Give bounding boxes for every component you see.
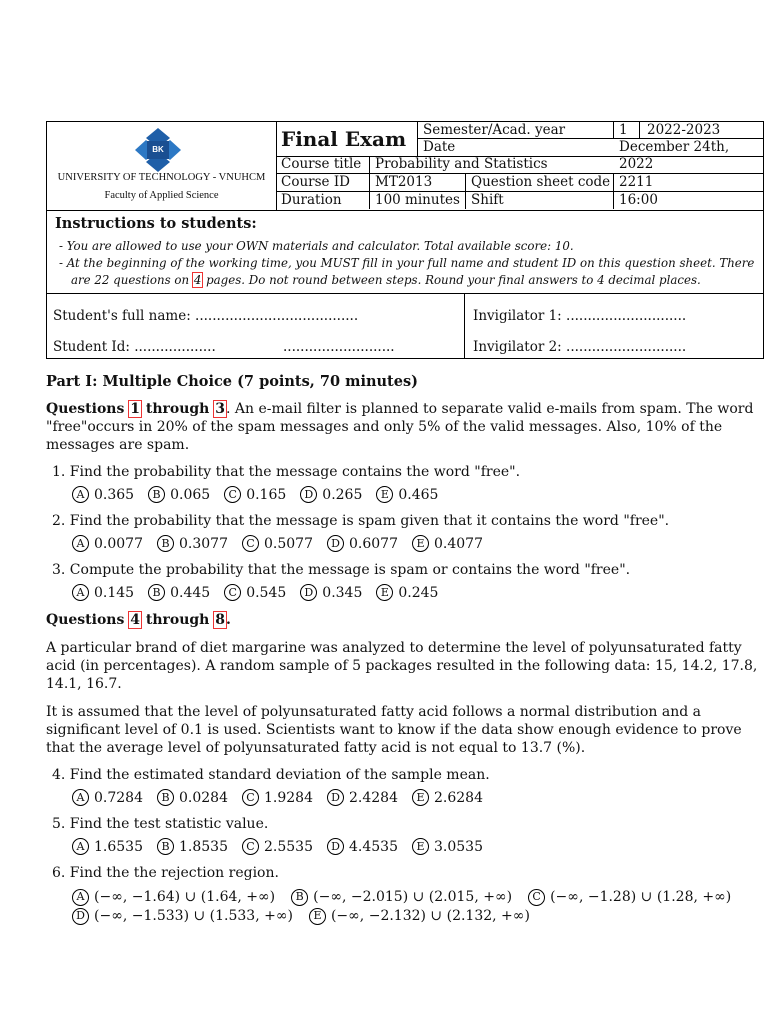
question-group-2-context: A particular brand of diet margarine was analyzed to determine the level of polyunsaturated fatty acid (in percentages). A random sample of 5 packages resulted in the following data: 15, 14.2, 17.8, 14.1, 16.7. xyxy=(46,640,758,692)
answer-options xyxy=(72,838,764,855)
option-value: 0.145 xyxy=(94,584,135,601)
answer-option-e[interactable] xyxy=(412,789,483,806)
answer-option-d[interactable] xyxy=(300,486,362,503)
option-value: (−∞, −1.28) ∪ (1.28, +∞) xyxy=(550,889,732,905)
question-item xyxy=(46,513,764,552)
university-name: UNIVERSITY OF TECHNOLOGY - VNUHCM xyxy=(57,172,266,183)
course-title-label: Course title xyxy=(281,156,362,172)
option-value: 2.6284 xyxy=(434,789,483,806)
option-bubble-icon[interactable]: B xyxy=(291,889,308,906)
option-bubble-icon[interactable]: E xyxy=(376,584,393,601)
semester-value: 1 xyxy=(619,122,628,138)
option-value: 0.465 xyxy=(398,486,439,503)
option-bubble-icon[interactable]: A xyxy=(72,535,89,552)
signature-area xyxy=(47,294,763,358)
option-bubble-icon[interactable]: A xyxy=(72,486,89,503)
answer-option-e[interactable] xyxy=(309,907,530,925)
instruction-item: - At the beginning of the working time, you MUST fill in your full name and student ID on this question sheet. There are 22 questions on 4 pages. Do not round between steps. Round your final answers to 4 decimal places. xyxy=(55,255,757,289)
answer-option-a[interactable] xyxy=(72,584,134,601)
option-value: 1.9284 xyxy=(264,789,313,806)
option-bubble-icon[interactable]: D xyxy=(300,584,317,601)
duration-label: Duration xyxy=(281,192,342,208)
instruction-item: - You are allowed to use your OWN materials and calculator. Total available score: 10. xyxy=(55,238,757,255)
date-label: Date xyxy=(423,139,456,155)
question-stem: 3. Compute the probability that the message is spam or contains the word "free". xyxy=(52,562,631,578)
answer-option-e[interactable] xyxy=(376,486,438,503)
option-value: 0.445 xyxy=(170,584,211,601)
answer-option-e[interactable] xyxy=(412,838,483,855)
option-bubble-icon[interactable]: D xyxy=(327,838,344,855)
university-cell xyxy=(47,122,277,210)
question-stem: 1. Find the probability that the message contains the word "free". xyxy=(52,464,521,480)
question-stem: 5. Find the test statistic value. xyxy=(52,816,269,832)
option-value: 2.4284 xyxy=(349,789,398,806)
question-stem: 6. Find the the rejection region. xyxy=(52,865,279,881)
option-bubble-icon[interactable]: D xyxy=(72,908,89,925)
answer-option-c[interactable] xyxy=(242,789,313,806)
question-item xyxy=(46,816,764,855)
option-bubble-icon[interactable]: C xyxy=(224,584,241,601)
option-bubble-icon[interactable]: D xyxy=(327,535,344,552)
sheet-code-label: Question sheet code xyxy=(471,174,611,190)
option-bubble-icon[interactable]: E xyxy=(376,486,393,503)
option-value: (−∞, −2.132) ∪ (2.132, +∞) xyxy=(330,908,530,924)
question-stem: 4. Find the estimated standard deviation of the sample mean. xyxy=(52,767,490,783)
option-bubble-icon[interactable]: C xyxy=(242,789,259,806)
student-id-field-cont[interactable]: .......................... xyxy=(283,339,395,355)
shift-label: Shift xyxy=(471,192,504,208)
answer-option-e[interactable] xyxy=(412,535,483,552)
option-bubble-icon[interactable]: C xyxy=(242,838,259,855)
option-value: 3.0535 xyxy=(434,838,483,855)
answer-option-e[interactable] xyxy=(376,584,438,601)
question-group-1: Questions 1 through 3. An e-mail filter is planned to separate valid e-mails from spam. The word "free"occurs in 20% of the spam messages and only 5% of the valid messages. Also, 10% of the messages are spam. xyxy=(46,401,754,453)
invigilator-2-field[interactable]: Invigilator 2: ............................ xyxy=(473,339,687,355)
question-group-2-hypothesis: It is assumed that the level of polyunsaturated fatty acid follows a normal distribution and a significant level of 0.1 is used. Scientists want to know if the data show enough evidence to prove that the average level of polyunsaturated fatty acid is not equal to 13.7 (%). xyxy=(46,704,742,756)
answer-option-c[interactable] xyxy=(528,888,731,906)
option-value: 0.4077 xyxy=(434,535,483,552)
answer-option-b[interactable] xyxy=(148,486,210,503)
question-item xyxy=(46,865,764,925)
answer-option-d[interactable] xyxy=(327,838,398,855)
answer-option-b[interactable] xyxy=(148,584,210,601)
date-value: December 24th, 2022 xyxy=(619,139,730,172)
answer-options xyxy=(72,789,764,806)
answer-option-a[interactable] xyxy=(72,789,143,806)
answer-option-a[interactable] xyxy=(72,888,275,906)
option-bubble-icon[interactable]: B xyxy=(157,789,174,806)
option-bubble-icon[interactable]: E xyxy=(309,908,326,925)
option-bubble-icon[interactable]: A xyxy=(72,584,89,601)
option-value: 0.265 xyxy=(322,486,363,503)
answer-option-a[interactable] xyxy=(72,486,134,503)
answer-option-c[interactable] xyxy=(242,838,313,855)
svg-text:BK: BK xyxy=(152,145,164,154)
option-bubble-icon[interactable]: A xyxy=(72,838,89,855)
question-link[interactable]: 4 xyxy=(130,612,140,628)
answer-option-c[interactable] xyxy=(224,486,286,503)
option-value: 0.3077 xyxy=(179,535,228,552)
exam-header xyxy=(46,121,764,359)
university-logo-icon xyxy=(135,128,181,172)
duration-value: 100 minutes xyxy=(375,192,460,208)
course-id-label: Course ID xyxy=(281,174,350,190)
option-value: 0.245 xyxy=(398,584,439,601)
answer-option-b[interactable] xyxy=(157,535,228,552)
option-value: 0.165 xyxy=(246,486,287,503)
semester-label: Semester/Acad. year xyxy=(423,122,566,138)
option-value: 0.0284 xyxy=(179,789,228,806)
student-id-field[interactable]: Student Id: ................... xyxy=(53,339,216,355)
exam-page xyxy=(46,121,764,925)
option-bubble-icon[interactable]: B xyxy=(157,535,174,552)
option-value: 0.6077 xyxy=(349,535,398,552)
option-value: 1.6535 xyxy=(94,838,143,855)
option-value: 0.7284 xyxy=(94,789,143,806)
option-value: 0.345 xyxy=(322,584,363,601)
option-bubble-icon[interactable]: C xyxy=(224,486,241,503)
option-value: 0.365 xyxy=(94,486,135,503)
answer-options xyxy=(72,887,764,925)
answer-option-b[interactable] xyxy=(157,789,228,806)
answer-option-d[interactable] xyxy=(72,907,293,925)
answer-option-d[interactable] xyxy=(327,789,398,806)
faculty-name: Faculty of Applied Science xyxy=(104,190,219,201)
option-bubble-icon[interactable]: B xyxy=(148,584,165,601)
student-name-field[interactable]: Student's full name: ...................................... xyxy=(53,308,359,324)
option-bubble-icon[interactable]: D xyxy=(327,789,344,806)
question-item xyxy=(46,464,764,503)
course-id-value: MT2013 xyxy=(375,174,433,190)
option-bubble-icon[interactable]: A xyxy=(72,889,89,906)
answer-options xyxy=(72,486,764,503)
option-value: 0.065 xyxy=(170,486,211,503)
answer-option-a[interactable] xyxy=(72,838,143,855)
option-value: 0.5077 xyxy=(264,535,313,552)
shift-value: 16:00 xyxy=(619,192,658,208)
course-title-value: Probability and Statistics xyxy=(375,156,548,172)
option-value: 0.0077 xyxy=(94,535,143,552)
answer-option-b[interactable] xyxy=(291,888,512,906)
option-bubble-icon[interactable]: E xyxy=(412,838,429,855)
sheet-code-value: 2211 xyxy=(619,174,654,190)
question-stem: 2. Find the probability that the message is spam given that it contains the word "free". xyxy=(52,513,670,529)
option-value: (−∞, −1.533) ∪ (1.533, +∞) xyxy=(94,908,293,924)
answer-option-d[interactable] xyxy=(300,584,362,601)
question-link[interactable]: 3 xyxy=(215,401,225,417)
option-value: 0.545 xyxy=(246,584,287,601)
exam-meta-table xyxy=(277,122,763,210)
instructions-box xyxy=(47,211,763,294)
part-title: Part I: Multiple Choice (7 points, 70 minutes) xyxy=(46,373,418,390)
year-value: 2022-2023 xyxy=(647,122,721,138)
option-value: 1.8535 xyxy=(179,838,228,855)
answer-option-c[interactable] xyxy=(224,584,286,601)
question-item xyxy=(46,562,764,601)
page-count-link[interactable]: 4 xyxy=(193,273,202,287)
answer-option-a[interactable] xyxy=(72,535,143,552)
invigilator-1-field[interactable]: Invigilator 1: ............................ xyxy=(473,308,687,324)
option-bubble-icon[interactable]: B xyxy=(148,486,165,503)
question-item xyxy=(46,767,764,806)
option-bubble-icon[interactable]: E xyxy=(412,535,429,552)
exam-title: Final Exam xyxy=(281,127,407,151)
option-bubble-icon[interactable]: D xyxy=(300,486,317,503)
option-value: 2.5535 xyxy=(264,838,313,855)
option-bubble-icon[interactable]: E xyxy=(412,789,429,806)
option-value: (−∞, −1.64) ∪ (1.64, +∞) xyxy=(94,889,276,905)
option-bubble-icon[interactable]: B xyxy=(157,838,174,855)
answer-option-b[interactable] xyxy=(157,838,228,855)
option-bubble-icon[interactable]: C xyxy=(242,535,259,552)
question-link[interactable]: 8 xyxy=(215,612,225,628)
answer-options xyxy=(72,584,764,601)
answer-option-d[interactable] xyxy=(327,535,398,552)
instructions-heading: Instructions to students: xyxy=(55,215,257,232)
answer-option-c[interactable] xyxy=(242,535,313,552)
answer-options xyxy=(72,535,764,552)
option-bubble-icon[interactable]: C xyxy=(528,889,545,906)
option-bubble-icon[interactable]: A xyxy=(72,789,89,806)
question-group-2-heading: Questions 4 through 8. xyxy=(46,612,231,628)
option-value: 4.4535 xyxy=(349,838,398,855)
question-link[interactable]: 1 xyxy=(130,401,140,417)
option-value: (−∞, −2.015) ∪ (2.015, +∞) xyxy=(313,889,513,905)
